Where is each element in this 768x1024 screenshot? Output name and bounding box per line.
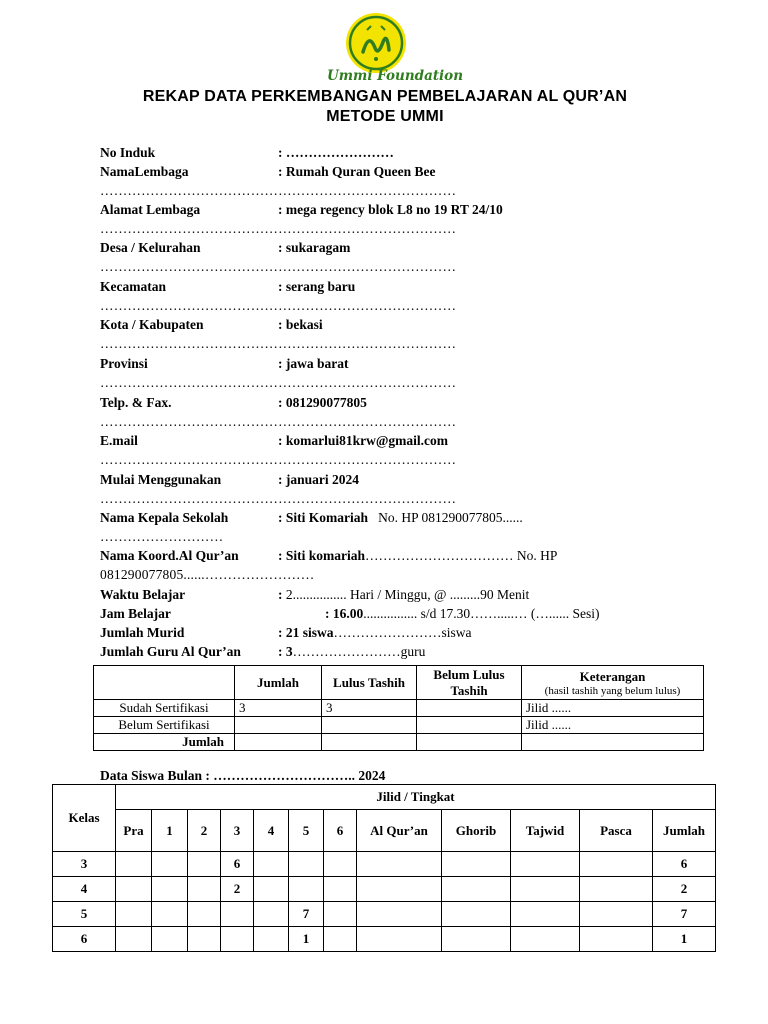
col-pasca: Pasca [580,810,653,852]
page-title-line1: REKAP DATA PERKEMBANGAN PEMBELAJARAN AL QUR’AN [142,88,628,105]
table-row: Sudah Sertifikasi 3 3 Jilid ...... [94,700,704,717]
col-belum-lulus: Belum Lulus Tashih [417,666,522,700]
col-3: 3 [221,810,254,852]
col-ghorib: Ghorib [442,810,511,852]
col-1: 1 [152,810,188,852]
col-al-quran: Al Qur’an [357,810,442,852]
table-row: Jumlah [94,734,704,751]
dotted-line: …………………………………………………………………… [100,375,457,390]
certification-table [93,665,704,751]
dotted-line: …………………………………………………………………… [100,183,457,198]
col-kelas: Kelas [53,785,116,852]
col-jilid-tingkat: Jilid / Tingkat [116,785,716,810]
table-row: Belum Sertifikasi Jilid ...... [94,717,704,734]
student-table [52,784,716,952]
dotted-line: …………………………………………………………………… [100,336,457,351]
col-tajwid: Tajwid [511,810,580,852]
table-row: 4 2 2 [53,877,716,902]
dotted-line: …………………………………………………………………… [100,259,457,274]
ummi-logo-icon [345,12,407,74]
col-keterangan: Keterangan (hasil tashih yang belum lulus) [522,666,704,700]
col-4: 4 [254,810,289,852]
data-siswa-heading: Data Siswa Bulan : ………………………….. 2024 [100,768,386,783]
col-6: 6 [324,810,357,852]
koord-continuation: 081290077805......…………………… [100,567,315,582]
col-jumlah: Jumlah [653,810,716,852]
kepala-continuation: ……………………… [100,529,224,544]
foundation-name: Ummi Foundation [326,68,464,84]
page-title-line2: METODE UMMI [326,108,444,125]
col-lulus-tashih: Lulus Tashih [322,666,417,700]
dotted-line: …………………………………………………………………… [100,452,457,467]
table-row: 5 7 7 [53,902,716,927]
dotted-line: …………………………………………………………………… [100,491,457,506]
col-pra: Pra [116,810,152,852]
dotted-line: …………………………………………………………………… [100,298,457,313]
dotted-line: …………………………………………………………………… [100,414,457,429]
table-row: 3 6 6 [53,852,716,877]
col-2: 2 [188,810,221,852]
table-row: 6 1 1 [53,927,716,952]
col-5: 5 [289,810,324,852]
col-jumlah: Jumlah [235,666,322,700]
dotted-line: …………………………………………………………………… [100,221,457,236]
